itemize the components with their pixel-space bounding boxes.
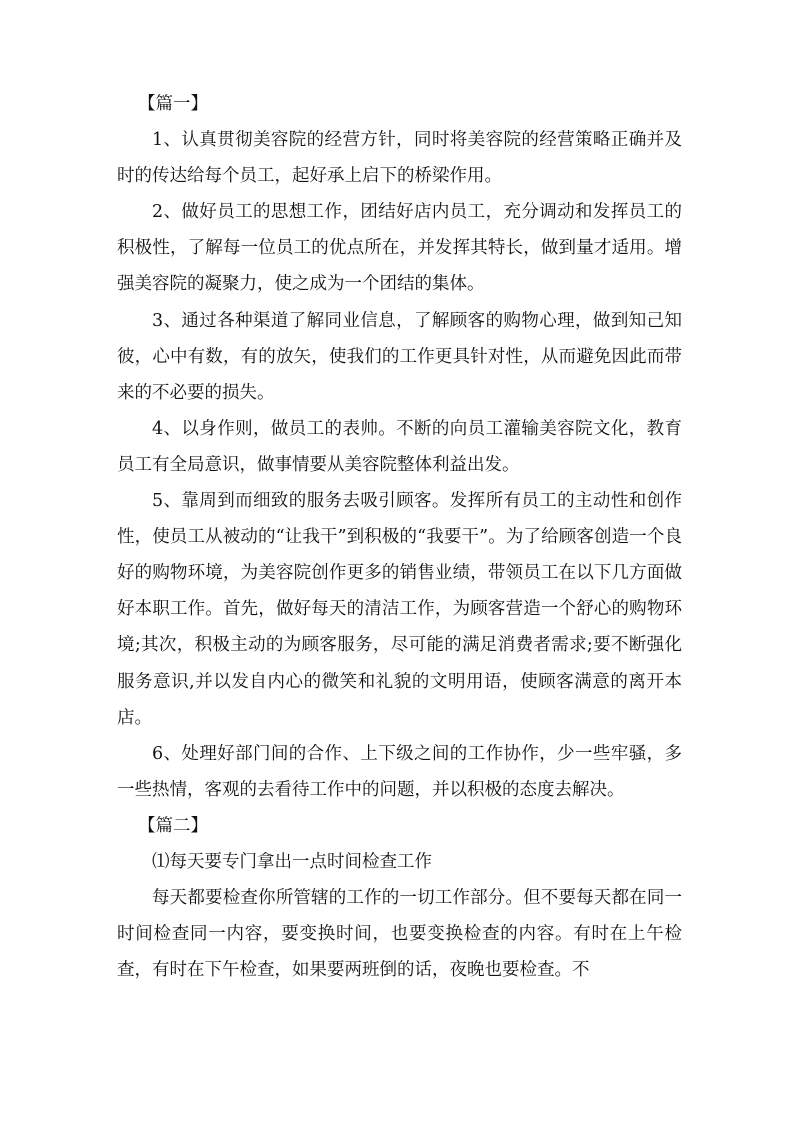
paragraph-1: 1、认真贯彻美容院的经营方针，同时将美容院的经营策略正确并及时的传达给每个员工，起好承上启下的桥梁作用。 bbox=[117, 130, 682, 187]
section-heading-2: 【篇二】 bbox=[138, 815, 208, 836]
document-body bbox=[117, 86, 682, 988]
paragraph-7: 每天都要检查你所管辖的工作的一切工作部分。但不要每天都在同一时间检查同一内容，要变换时间，也要变换检查的内容。有时在上午检查，有时在下午检查，如果要两班倒的话，夜晚也要检查。不 bbox=[117, 888, 682, 981]
paragraph-3: 3、通过各种渠道了解同业信息，了解顾客的购物心理，做到知己知彼，心中有数，有的放矢，使我们的工作更具针对性，从而避免因此而带来的不必要的损失。 bbox=[117, 310, 682, 403]
paragraph-5: 5、靠周到而细致的服务去吸引顾客。发挥所有员工的主动性和创作性，使员工从被动的“让我干”到积极的“我要干”。为了给顾客创造一个良好的购物环境，为美容院创作更多的销售业绩，带领员工在以下几方面做好本职工作。首先，做好每天的清洁工作，为顾客营造一个舒心的购物环境;其次，积极主动的为顾客服务，尽可能的满足消费者需求;要不断强化服务意识,并以发自内心的微笑和礼貌的文明用语，使顾客满意的离开本店。 bbox=[117, 491, 682, 728]
paragraph-2: 2、做好员工的思想工作，团结好店内员工，充分调动和发挥员工的积极性，了解每一位员工的优点所在，并发挥其特长，做到量才适用。增强美容院的凝聚力，使之成为一个团结的集体。 bbox=[117, 202, 682, 295]
section-heading-1: 【篇一】 bbox=[138, 94, 208, 114]
paragraph-6: 6、处理好部门间的合作、上下级之间的工作协作，少一些牢骚，多一些热情，客观的去看待工作中的问题，并以积极的态度去解决。 bbox=[117, 743, 682, 800]
subheading-1: ⑴每天要专门拿出一点时间检查工作 bbox=[152, 851, 432, 872]
paragraph-4: 4、以身作则，做员工的表帅。不断的向员工灌输美容院文化，教育员工有全局意识，做事情要从美容院整体利益出发。 bbox=[117, 418, 682, 475]
